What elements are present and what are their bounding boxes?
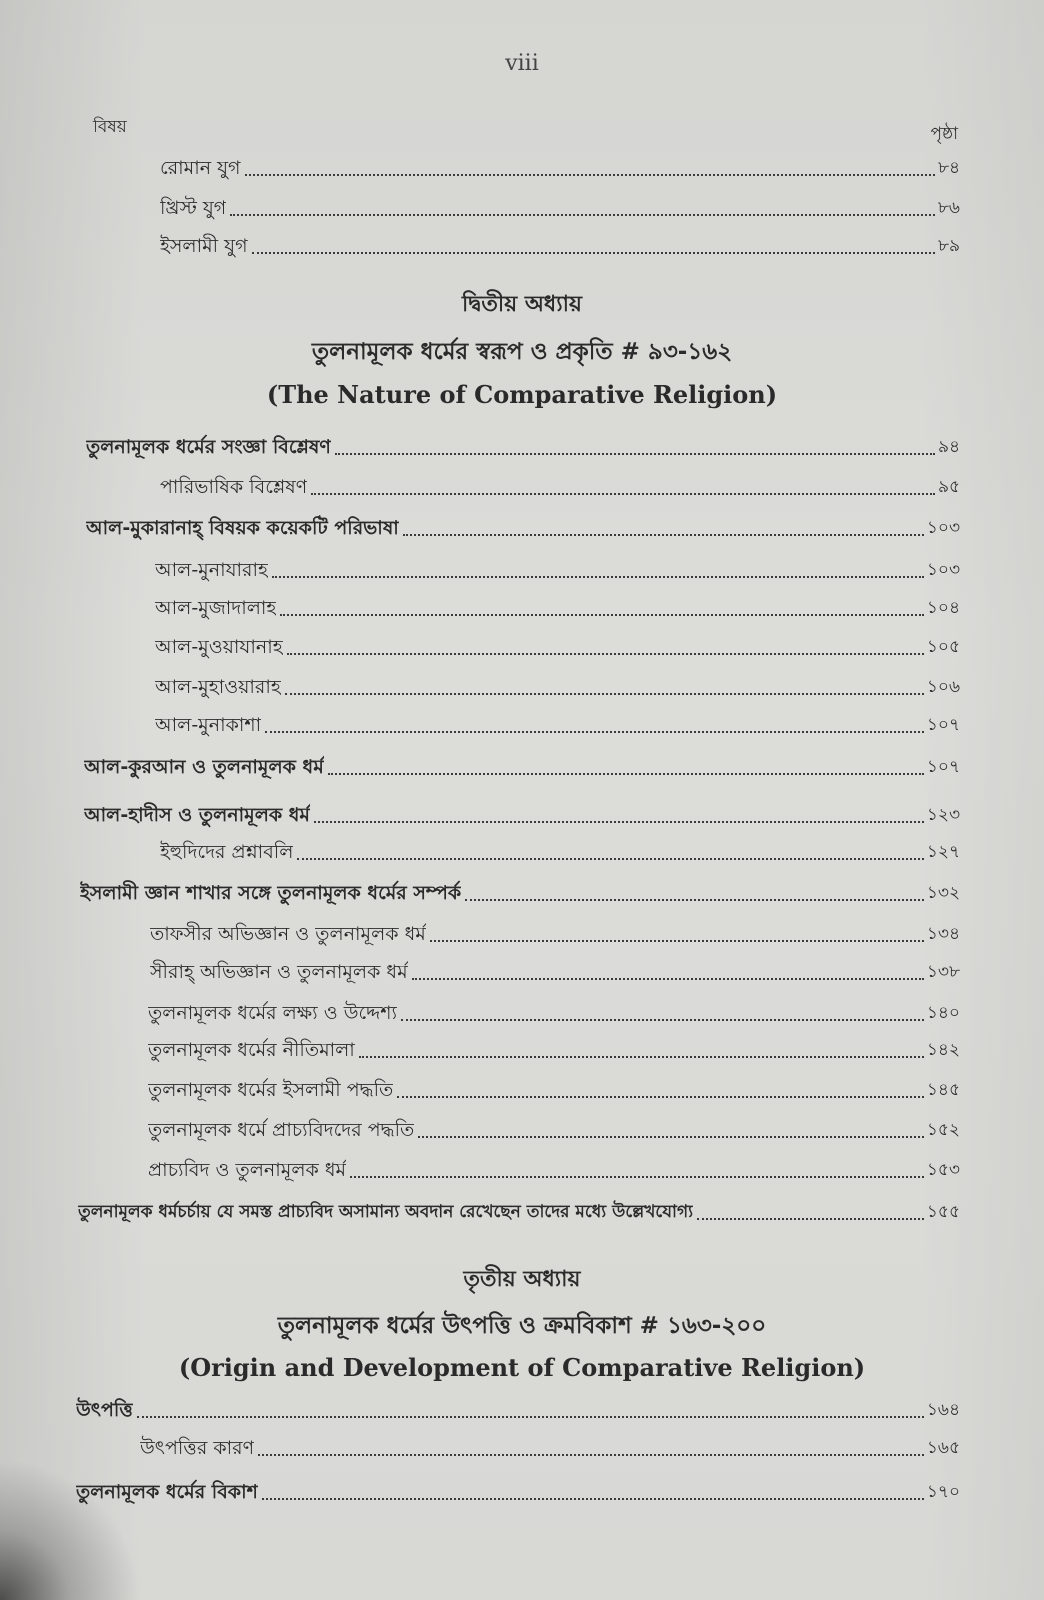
chapter-english-title: (Origin and Development of Comparative Religion) bbox=[178, 1353, 866, 1382]
toc-entry-page: ১৩৮ bbox=[926, 962, 960, 982]
dot-leader bbox=[465, 899, 924, 901]
toc-entry bbox=[160, 193, 960, 223]
toc-entry bbox=[155, 593, 960, 623]
toc-entry bbox=[76, 1477, 960, 1507]
dot-leader bbox=[412, 978, 924, 980]
toc-entry bbox=[155, 632, 960, 662]
dot-leader bbox=[350, 1176, 924, 1178]
toc-entry bbox=[150, 957, 960, 987]
dot-leader bbox=[401, 1019, 924, 1021]
chapter-title: তুলনামূলক ধর্মের উৎপত্তি ও ক্রমবিকাশ # ১৬৩-২০০ bbox=[277, 1313, 767, 1339]
dot-leader bbox=[280, 614, 924, 616]
toc-entry-title: তুলনামূলক ধর্মের নীতিমালা bbox=[148, 1039, 355, 1061]
toc-entry-page: ১৪৫ bbox=[926, 1080, 960, 1100]
toc-entry-title: প্রাচ্যবিদ ও তুলনামূলক ধর্ম bbox=[148, 1159, 347, 1181]
dot-leader bbox=[314, 821, 924, 823]
dot-leader bbox=[311, 493, 935, 495]
dot-leader bbox=[137, 1416, 924, 1418]
subject-column-label: বিষয় bbox=[93, 117, 127, 137]
toc-entry bbox=[86, 432, 960, 462]
toc-entry-page: ১০৩ bbox=[926, 560, 960, 580]
toc-entry-title: পারিভাষিক বিশ্লেষণ bbox=[160, 476, 308, 498]
dot-leader bbox=[328, 773, 924, 775]
toc-entry-page: ১২৩ bbox=[926, 805, 960, 825]
dot-leader bbox=[359, 1056, 924, 1058]
toc-entry-page: ১০৭ bbox=[926, 757, 960, 777]
toc-entry-page: ১০৫ bbox=[926, 637, 960, 657]
dot-leader bbox=[418, 1136, 924, 1138]
toc-entry-title: তুলনামূলক ধর্মের সংজ্ঞা বিশ্লেষণ bbox=[86, 436, 331, 458]
dot-leader bbox=[252, 252, 935, 254]
dot-leader bbox=[287, 653, 924, 655]
toc-entry-page: ১০৩ bbox=[926, 518, 960, 538]
toc-entry-title: আল-মুজাদালাহ bbox=[155, 597, 277, 619]
dot-leader bbox=[403, 534, 924, 536]
toc-entry-page: ৮৯ bbox=[937, 236, 960, 256]
toc-entry-title: তুলনামূলক ধর্মের লক্ষ্য ও উদ্দেশ্য bbox=[148, 1002, 397, 1024]
toc-entry-page: ১৪২ bbox=[926, 1040, 960, 1060]
toc-entry-title: আল-মুহাওয়ারাহ bbox=[155, 676, 281, 698]
toc-entry-title: আল-মুনাকাশা bbox=[155, 714, 262, 736]
toc-entry-title: আল-হাদীস ও তুলনামূলক ধর্ম bbox=[84, 804, 310, 826]
toc-entry bbox=[148, 998, 960, 1028]
dot-leader bbox=[245, 174, 935, 176]
toc-entry-page: ১৫৫ bbox=[926, 1202, 960, 1222]
page-column-label: পৃষ্ঠা bbox=[930, 124, 958, 144]
toc-entry-page: ৮৪ bbox=[937, 158, 960, 178]
toc-entry bbox=[155, 555, 960, 585]
dot-leader bbox=[697, 1218, 924, 1220]
dot-leader bbox=[335, 453, 935, 455]
toc-entry-page: ১৬৪ bbox=[926, 1400, 960, 1420]
dot-leader bbox=[258, 1454, 924, 1456]
chapter-english-title: (The Nature of Comparative Religion) bbox=[266, 380, 778, 409]
toc-entry-title: উৎপত্তির কারণ bbox=[140, 1437, 255, 1459]
toc-entry bbox=[160, 472, 960, 502]
dot-leader bbox=[297, 858, 924, 860]
toc-entry-page: ১০৬ bbox=[926, 677, 960, 697]
toc-entry bbox=[76, 1395, 960, 1425]
toc-entry-title: আল-মুকারানাহ্ বিষয়ক কয়েকটি পরিভাষা bbox=[86, 517, 399, 539]
toc-entry-page: ১৩২ bbox=[926, 883, 960, 903]
toc-entry-title: রোমান যুগ bbox=[160, 157, 241, 179]
toc-entry bbox=[148, 1035, 960, 1065]
toc-entry-page: ৮৬ bbox=[937, 198, 960, 218]
toc-entry bbox=[160, 231, 960, 261]
toc-entry bbox=[84, 800, 960, 830]
toc-entry-title: আল-মুওয়াযানাহ bbox=[155, 636, 283, 658]
dot-leader bbox=[272, 576, 924, 578]
toc-entry bbox=[78, 1197, 960, 1227]
dot-leader bbox=[397, 1096, 924, 1098]
toc-entry-page: ৯৪ bbox=[937, 437, 960, 457]
page-number: viii bbox=[505, 51, 539, 76]
toc-entry bbox=[148, 1075, 960, 1105]
toc-entry bbox=[140, 1433, 960, 1463]
toc-entry-title: তুলনামূলক ধর্মচর্চায় যে সমস্ত প্রাচ্যবিদ অসামান্য অবদান রেখেছেন তাদের মধ্যে উল্লেখযোগ্য bbox=[78, 1202, 694, 1222]
toc-entry-page: ১২৭ bbox=[926, 842, 960, 862]
toc-entry-title: সীরাহ্ অভিজ্ঞান ও তুলনামূলক ধর্ম bbox=[150, 961, 408, 983]
toc-entry-title: আল-মুনাযারাহ bbox=[155, 559, 268, 581]
toc-entry bbox=[155, 672, 960, 702]
toc-entry-title: ইসলামী যুগ bbox=[160, 235, 248, 257]
toc-entry-title: খ্রিস্ট যুগ bbox=[160, 197, 227, 219]
toc-entry bbox=[148, 1155, 960, 1185]
toc-entry-page: ১৫৩ bbox=[926, 1160, 960, 1180]
toc-entry bbox=[80, 878, 960, 908]
dot-leader bbox=[430, 940, 924, 942]
toc-entry-title: তুলনামূলক ধর্মের ইসলামী পদ্ধতি bbox=[148, 1079, 394, 1101]
chapter-heading: দ্বিতীয় অধ্যায় bbox=[462, 292, 582, 317]
toc-entry bbox=[160, 837, 960, 867]
toc-entry-page: ৯৫ bbox=[937, 477, 960, 497]
toc-entry-title: তুলনামূলক ধর্মের বিকাশ bbox=[76, 1481, 258, 1503]
toc-entry bbox=[86, 513, 960, 543]
toc-entry-page: ১০৪ bbox=[926, 598, 960, 618]
dot-leader bbox=[265, 731, 924, 733]
toc-entry-page: ১০৭ bbox=[926, 715, 960, 735]
toc-entry bbox=[160, 153, 960, 183]
toc-entry-page: ১৫২ bbox=[926, 1120, 960, 1140]
dot-leader bbox=[285, 693, 924, 695]
toc-entry-page: ১৭০ bbox=[926, 1482, 960, 1502]
toc-entry-title: উৎপত্তি bbox=[76, 1399, 133, 1421]
toc-entry-page: ১৪০ bbox=[926, 1003, 960, 1023]
dot-leader bbox=[262, 1498, 924, 1500]
toc-entry-title: ইসলামী জ্ঞান শাখার সঙ্গে তুলনামূলক ধর্মের সম্পর্ক bbox=[80, 882, 462, 904]
chapter-title: তুলনামূলক ধর্মের স্বরূপ ও প্রকৃতি # ৯৩-১৬২ bbox=[311, 339, 733, 365]
toc-entry-title: তাফসীর অভিজ্ঞান ও তুলনামূলক ধর্ম bbox=[150, 923, 426, 945]
toc-entry bbox=[155, 710, 960, 740]
toc-entry-title: আল-কুরআন ও তুলনামূলক ধর্ম bbox=[84, 756, 324, 778]
toc-entry-title: ইহুদিদের প্রশ্নাবলি bbox=[160, 841, 294, 863]
dot-leader bbox=[230, 214, 935, 216]
toc-entry bbox=[150, 919, 960, 949]
toc-entry bbox=[84, 752, 960, 782]
chapter-heading: তৃতীয় অধ্যায় bbox=[463, 1267, 581, 1292]
toc-entry bbox=[148, 1115, 960, 1145]
toc-entry-title: তুলনামূলক ধর্মে প্রাচ্যবিদদের পদ্ধতি bbox=[148, 1119, 415, 1141]
toc-entry-page: ১৬৫ bbox=[926, 1438, 960, 1458]
toc-entry-page: ১৩৪ bbox=[926, 924, 960, 944]
